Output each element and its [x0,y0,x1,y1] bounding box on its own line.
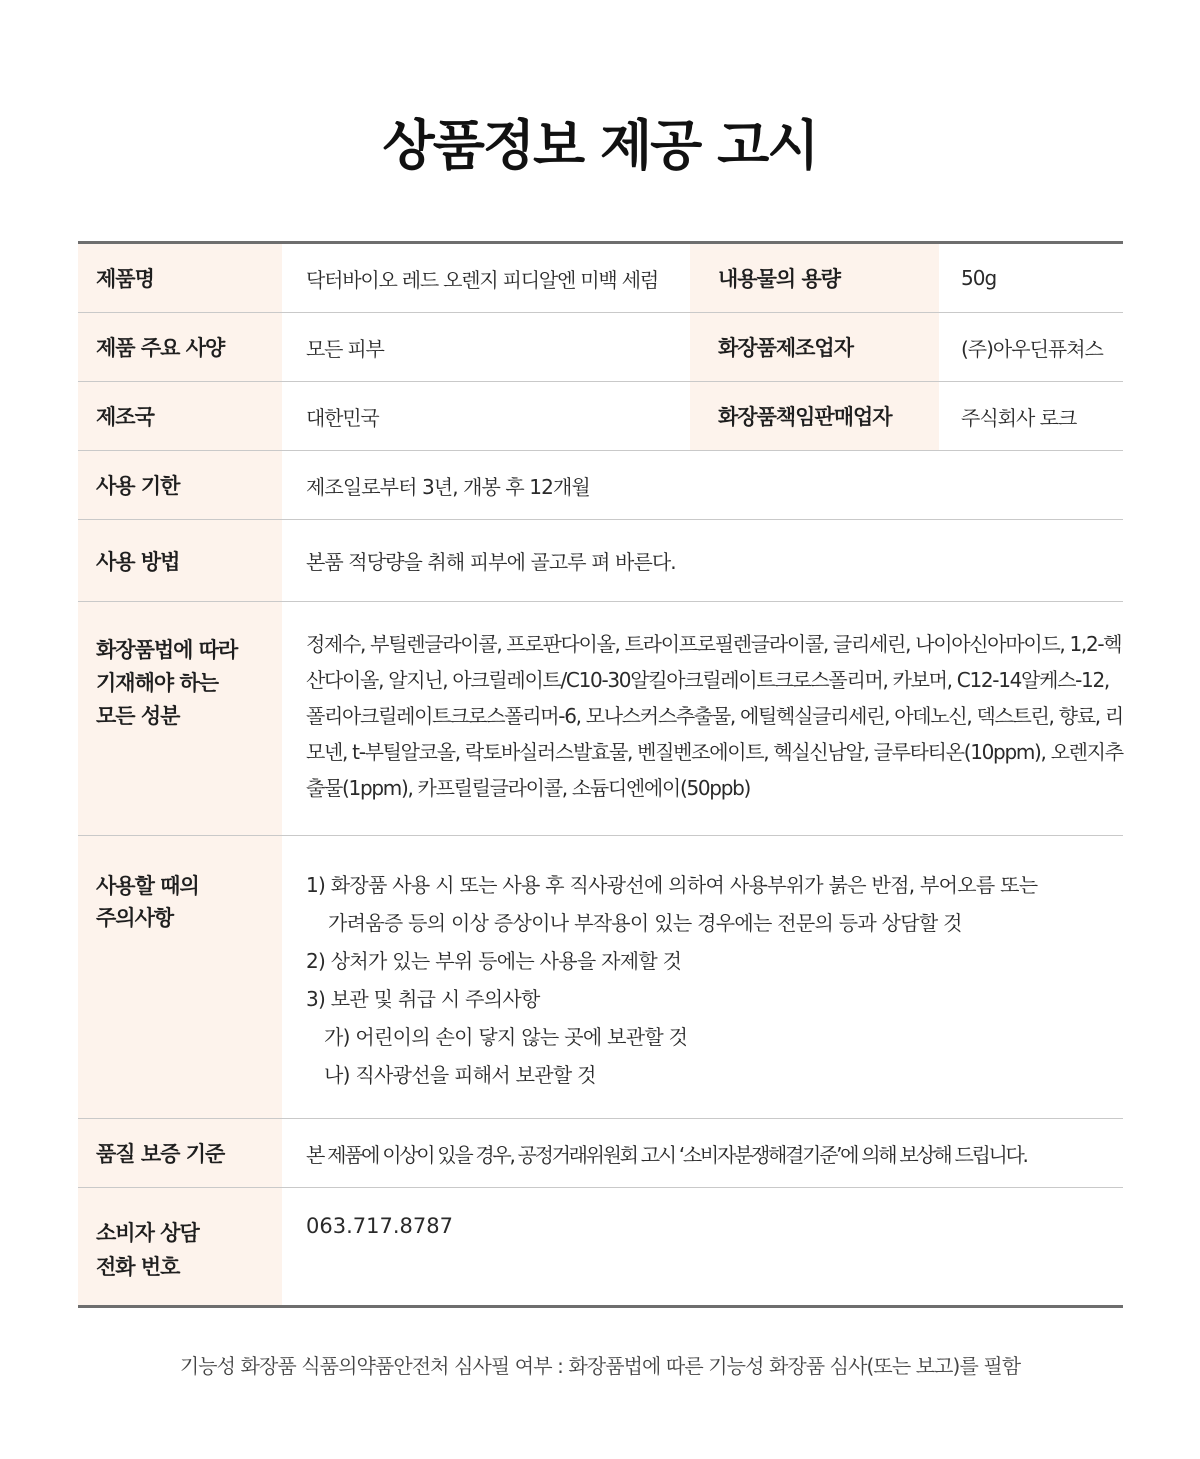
value-main-spec: 모든 피부 [306,336,384,361]
label-volume: 내용물의 용량 [690,244,939,312]
caution-line: 2) 상처가 있는 부위 등에는 사용을 자제할 것 [306,949,682,973]
product-info-table [78,241,1123,1308]
table-row-main-spec [78,313,1123,382]
value-phone: 063.717.8787 [306,1214,453,1238]
caution-line: 가) 어린이의 손이 닿지 않는 곳에 보관할 것 [324,1025,688,1049]
value-ingredients: 정제수, 부틸렌글라이콜, 프로판다이올, 트라이프로필렌글라이콜, 글리세린, 나이아신아마이드, 1,2-헥산다이올, 알지닌, 아크릴레이트/C10-30알킬아크릴레이트크로스폴리머, 카보머, C12-14알케스-12, 폴리아크릴레이트크로스폴리머-6, 모나스커스추출물, 에틸헥실글리세린, 아데노신, 덱스트린, 향료, 리모넨, t-부틸알코올, 락토바실러스발효물, 벤질벤조에이트, 헥실신남알, 글루타티온(10ppm), 오렌지추출물(1ppm), 카프릴릴글라이콜, 소듐디엔에이(50ppb) [306,632,1123,800]
value-manufacturer: (주)아우딘퓨쳐스 [961,336,1103,361]
label-seller: 화장품책임판매업자 [690,382,939,450]
label-main-spec: 제품 주요 사양 [78,313,282,381]
label-phone-line: 소비자 상담 [96,1221,199,1245]
value-product-name: 닥터바이오 레드 오렌지 피디알엔 미백 세럼 [306,267,658,292]
value-seller: 주식회사 로크 [961,405,1077,430]
label-country: 제조국 [78,382,282,450]
caution-line: 가려움증 등의 이상 증상이나 부작용이 있는 경우에는 전문의 등과 상담할 것 [328,911,962,935]
label-phone [78,1188,282,1305]
label-manufacturer: 화장품제조업자 [690,313,939,381]
table-row-ingredients [78,602,1123,836]
label-product-name: 제품명 [78,244,282,312]
table-row-product-name [78,244,1123,313]
value-quality: 본 제품에 이상이 있을 경우, 공정거래위원회 고시 ‘소비자분쟁해결기준’에 의해 보상해 드립니다. [306,1142,1027,1167]
caution-line: 3) 보관 및 취급 시 주의사항 [306,987,540,1011]
table-row-usage [78,520,1123,602]
label-usage: 사용 방법 [78,520,282,601]
table-row-quality [78,1119,1123,1188]
label-cautions [78,836,282,1118]
table-row-expiry [78,451,1123,520]
value-cautions [282,836,1123,1118]
value-country: 대한민국 [306,405,379,430]
label-ingredients [78,602,282,835]
label-phone-line: 전화 번호 [96,1255,180,1279]
label-ingredients-line: 화장품법에 따라 [96,638,238,662]
value-volume: 50g [961,266,997,290]
table-row-cautions [78,836,1123,1119]
value-expiry: 제조일로부터 3년, 개봉 후 12개월 [306,474,590,499]
page-title: 상품정보 제공 고시 [382,114,818,177]
label-ingredients-line: 모든 성분 [96,704,180,728]
label-cautions-line: 주의사항 [96,906,174,930]
table-row-country [78,382,1123,451]
caution-line: 나) 직사광선을 피해서 보관할 것 [324,1063,596,1087]
label-cautions-line: 사용할 때의 [96,874,199,898]
label-quality: 품질 보증 기준 [78,1119,282,1187]
label-ingredients-line: 기재해야 하는 [96,671,219,695]
label-expiry: 사용 기한 [78,451,282,519]
table-row-phone [78,1188,1123,1305]
value-usage: 본품 적당량을 취해 피부에 골고루 펴 바른다. [306,550,676,574]
footer-note: 기능성 화장품 식품의약품안전처 심사필 여부 : 화장품법에 따른 기능성 화장품 심사(또는 보고)를 필함 [179,1354,1021,1378]
caution-line: 1) 화장품 사용 시 또는 사용 후 직사광선에 의하여 사용부위가 붉은 반점, 부어오름 또는 [306,873,1038,897]
